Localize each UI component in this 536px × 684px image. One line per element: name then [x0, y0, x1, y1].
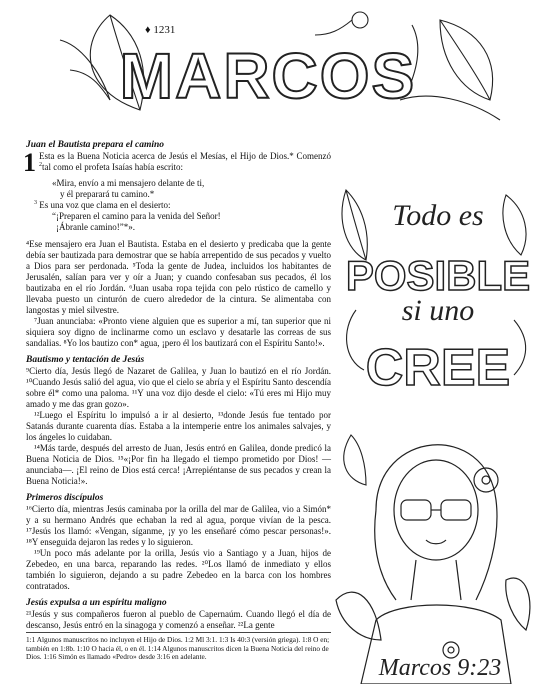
girl-illustration — [336, 445, 530, 684]
footnotes: 1:1 Algunos manuscritos no incluyen el Hijo de Dios. 1:2 Ml 3:1. 1:3 Is 40:3 (versión griega). 1:8 O en; también en 1:8b. 1:10 O hacia él, o en él. 1:14 Algunos manuscritos dicen la Buena Noticia del reino de Dios. 1:16 Simón es llamado «Pedro» desde 3:16 en adelante. — [26, 635, 330, 662]
section-heading: Primeros discípulos — [26, 493, 104, 503]
svg-text:si uno: si uno — [401, 294, 475, 327]
verse-7-8: ⁷Juan anunciaba: «Pronto viene alguien que es superior a mí, tan superior que ni siquiera soy digno de inclinarme como un esclavo y desatarle las correas de sus sandalias. ⁸Yo los bautizo con* agua, ¡pero él los bautizará con el Espíritu Santo!». — [26, 316, 331, 348]
svg-text:POSIBLE: POSIBLE — [345, 252, 531, 299]
verse-12-13: ¹²Luego el Espíritu lo impulsó a ir al desierto, ¹³donde Jesús fue tentado por Satanás durante cuarenta días. Estaba a la intemperie entre los animales salvajes, y los ángeles lo cuidaban. — [26, 410, 331, 442]
verse-14-15: ¹⁴Más tarde, después del arresto de Juan, Jesús entró en Galilea, donde predicó la Buena Noticia de Dios. ¹⁵«¡Por fin ha llegado el tiempo prometido por Dios! —anunciaba—. ¡El reino de Dios está cerca! ¡Arrepiéntanse de sus pecados y crean la Buena Noticia!». — [26, 443, 331, 486]
leaf-decoration — [342, 190, 526, 485]
verse-9-11: ⁹Cierto día, Jesús llegó de Nazaret de Galilea, y Juan lo bautizó en el río Jordán. ¹⁰Cuando Jesús salió del agua, vio que el cielo se abría y el Espíritu Santo descendía sobre él* como una paloma. ¹¹Y una voz dijo desde el cielo: «Tú eres mi Hijo muy amado y me das gran gozo». — [26, 366, 331, 409]
section-heading: Bautismo y tentación de Jesús — [26, 355, 145, 365]
section-heading: Juan el Bautista prepara el camino — [26, 140, 165, 150]
devotional-artwork — [336, 180, 536, 684]
scripture-column — [23, 140, 331, 631]
footnote-divider — [26, 632, 331, 633]
flame-icon: ♦ — [145, 24, 151, 36]
verse-21: ²¹Jesús y sus compañeros fueron al pueblo de Capernaúm. Cuando llegó el día de descanso, Jesús entró en la sinagoga y comenzó a enseñar. ²²La gente — [26, 609, 331, 630]
verse-19-20: ¹⁹Un poco más adelante por la orilla, Jesús vio a Santiago y a Juan, hijos de Zebedeo, en una barca, reparando las redes. ²⁰Los llamó de inmediato y ellos también lo siguieron, dejando a su padre Zebedeo en la barca con los hombres contratados. — [26, 548, 331, 591]
section-heading: Jesús expulsa a un espíritu maligno — [26, 598, 167, 608]
svg-text:CREE: CREE — [365, 339, 511, 397]
verse-1-2: 1 Esta es la Buena Noticia acerca de Jesús el Mesías, el Hijo de Dios.* Comenzó $^2$tal como el profeta Isaías había escrito: — [23, 148, 331, 177]
poem-line: y él preparará tu camino.* — [60, 189, 155, 199]
poem-line: “¡Preparen el camino para la venida del Señor! — [52, 211, 221, 221]
chapter-number: 1 — [23, 148, 36, 177]
verse-16-18: ¹⁶Cierto día, mientras Jesús caminaba por la orilla del mar de Galilea, vio a Simón* y a su hermano Andrés que echaban la red al agua, porque vivían de la pesca. ¹⁷Jesús los llamó: «Vengan, síganme, ¡y yo les enseñaré cómo pescar personas!». ¹⁸Y enseguida dejaron las redes y lo siguieron. — [26, 504, 331, 547]
book-title — [119, 28, 417, 118]
svg-text:MARCOS: MARCOS — [119, 40, 417, 112]
page-number: ♦ 1231 — [145, 24, 176, 36]
verse-reference: Marcos 9:23 — [378, 655, 502, 681]
verse-4-6: ⁴Ese mensajero era Juan el Bautista. Estaba en el desierto y predicaba que la gente debía ser bautizada para demostrar que se había arrepentido de sus pecados y vuelto a Dios para ser perdonada. ⁵Toda la gente de Judea, incluidos los habitantes de Jerusalén, salían para ver y oír a Juan; y cuando confesaban sus pecados, él los bautizaba en el río Jordán. ⁶Juan usaba ropa tejida con pelo rústico de camello y llevaba puesto un cinturón de cuero alrededor de la cintura. Se alimentaba con langostas y miel silvestre. — [26, 239, 331, 315]
poem-line: «Mira, envío a mi mensajero delante de ti, — [52, 178, 205, 188]
poem-line: ¡Ábranle camino!”*». — [56, 222, 135, 232]
verse-3: $^3$ Es una voz que clama en el desierto: — [34, 200, 171, 210]
svg-text:Todo es: Todo es — [392, 199, 484, 232]
